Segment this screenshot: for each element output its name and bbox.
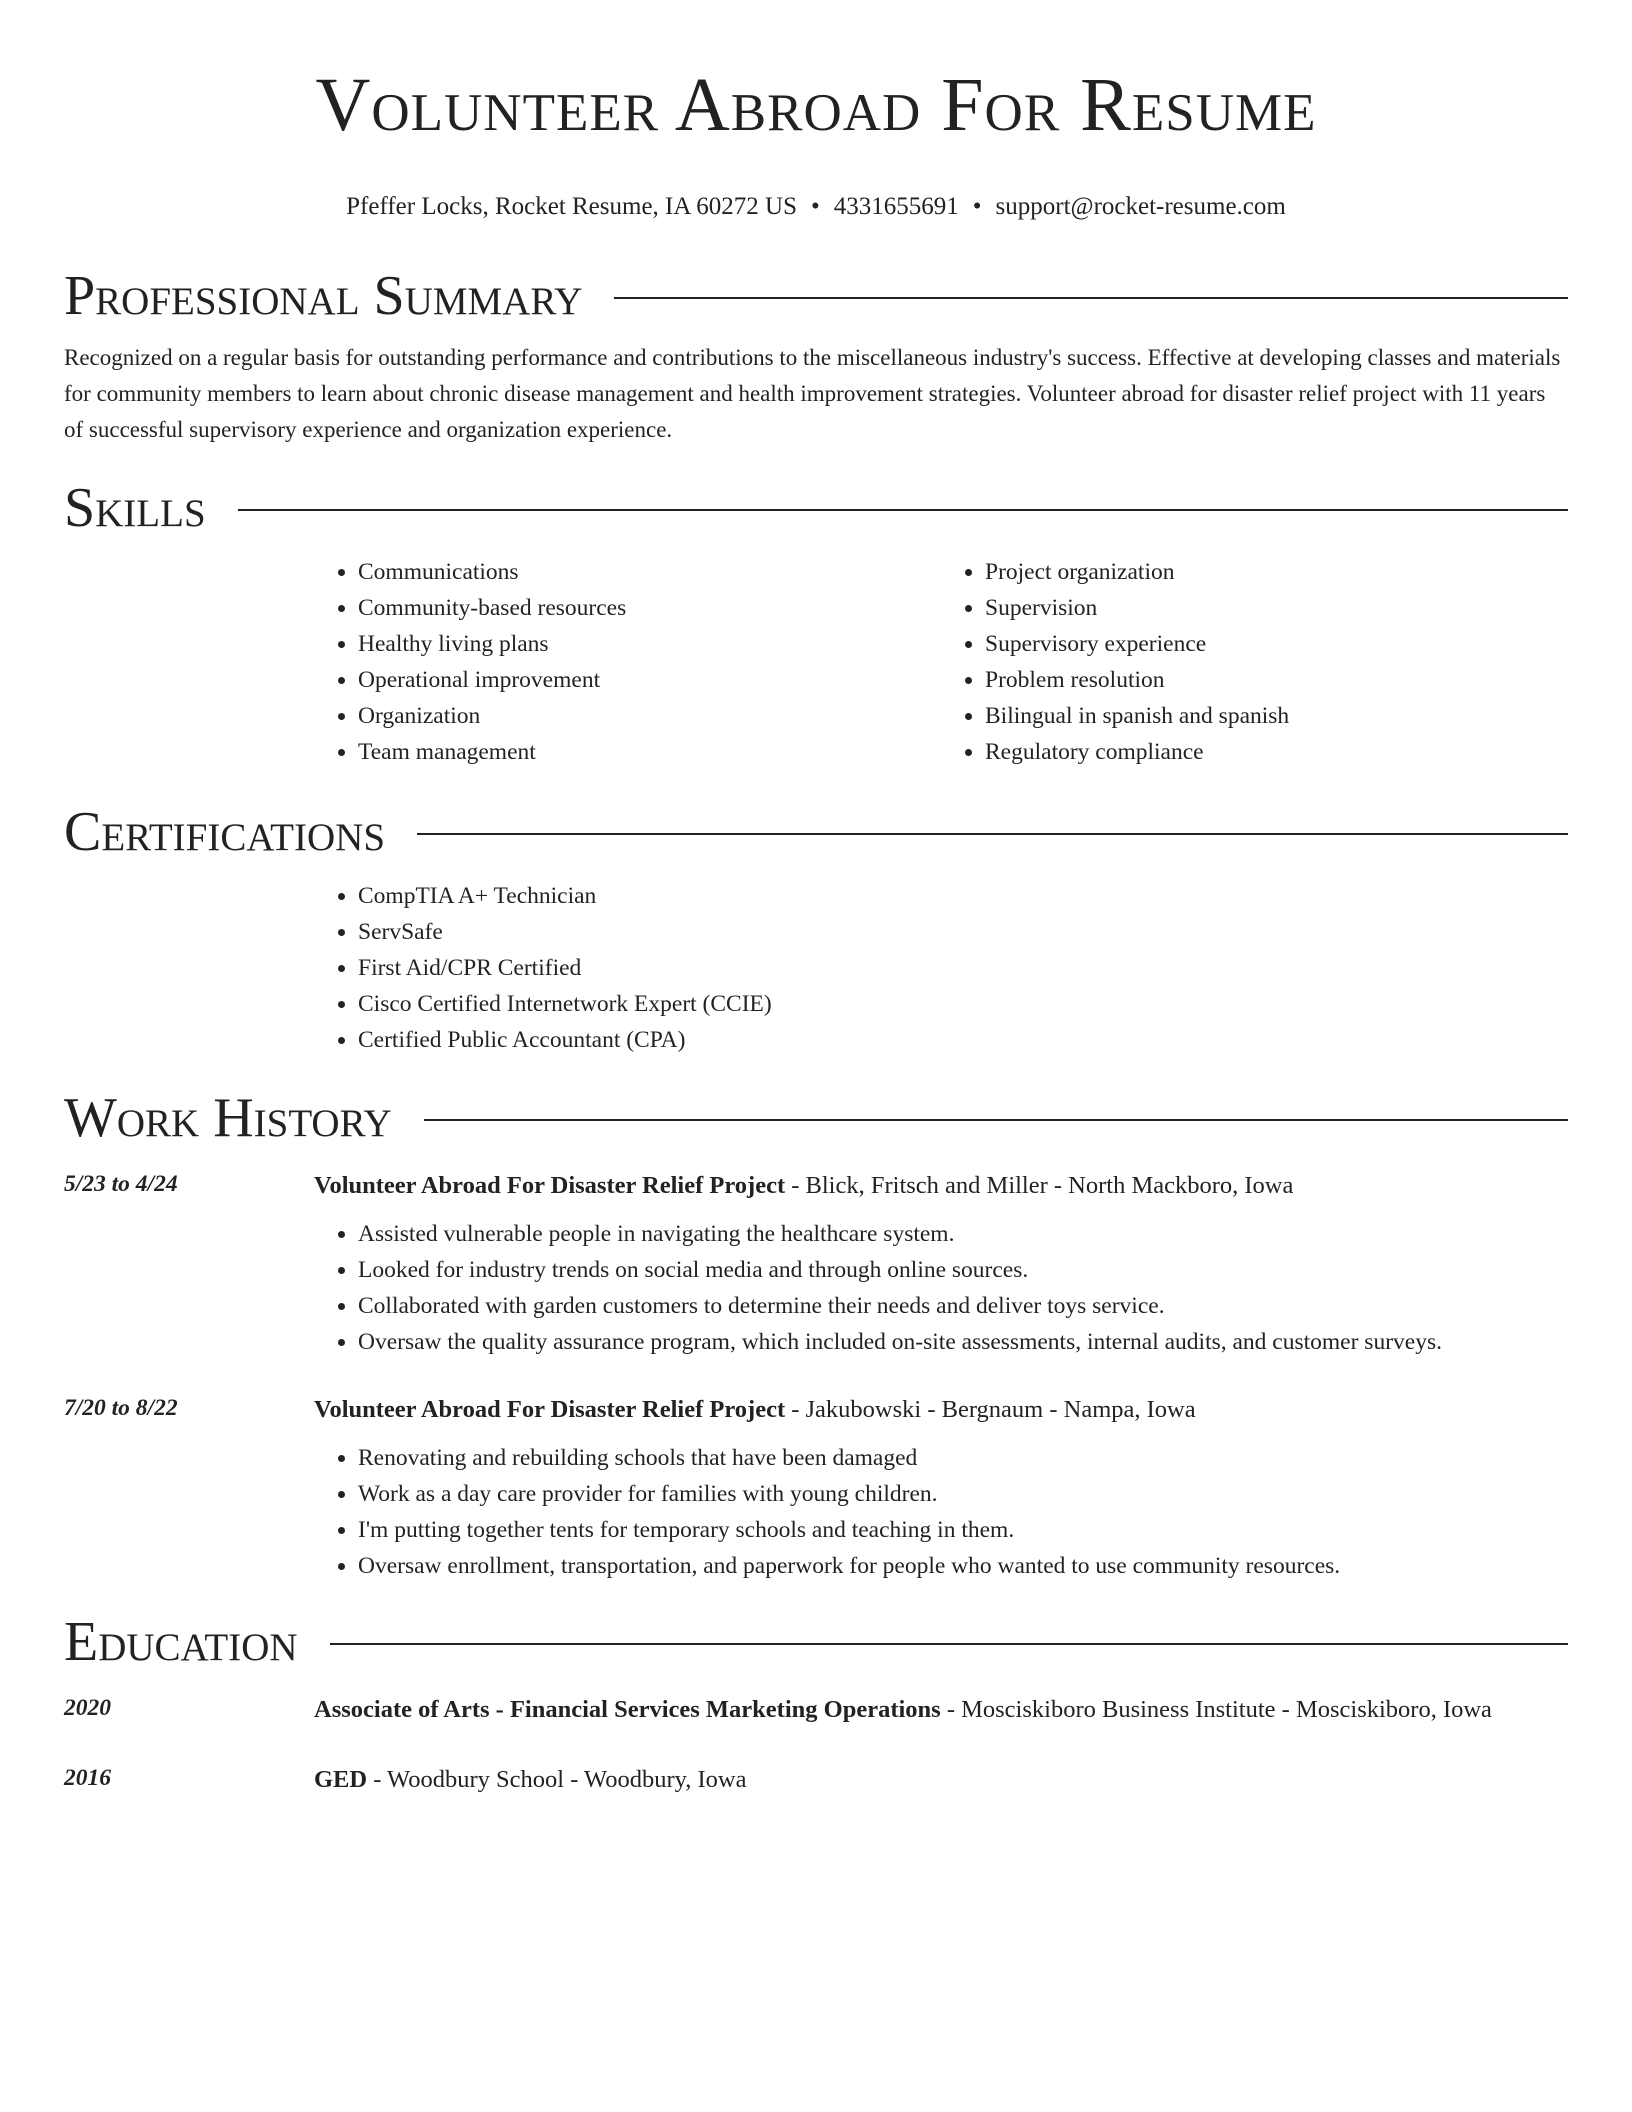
skill-item: • Bilingual in spanish and spanish: [985, 698, 1568, 734]
education-entry: [64, 1760, 1568, 1800]
certification-item: • First Aid/CPR Certified: [358, 950, 1568, 986]
education-line: [314, 1760, 1568, 1800]
contact-line: [64, 192, 1568, 222]
skill-item: • Community-based resources: [358, 590, 941, 626]
job-details: - Blick, Fritsch and Miller - North Mackboro, Iowa: [785, 1172, 1294, 1199]
certification-item: • Certified Public Accountant (CPA): [358, 1022, 1568, 1058]
work-history-header: [64, 1086, 1568, 1150]
certification-item: • Cisco Certified Internetwork Expert (CCIE): [358, 986, 1568, 1022]
contact-email: support@rocket-resume.com: [995, 193, 1286, 220]
skills-list-left: [314, 554, 941, 770]
job-role: Volunteer Abroad For Disaster Relief Project: [314, 1396, 786, 1423]
contact-address: Pfeffer Locks, Rocket Resume, IA 60272 US: [346, 193, 798, 220]
summary-section: [64, 264, 1568, 448]
skills-columns: [314, 554, 1568, 770]
job-role: Volunteer Abroad For Disaster Relief Project: [314, 1172, 786, 1199]
certification-item: • CompTIA A+ Technician: [358, 878, 1568, 914]
summary-header: [64, 264, 1568, 328]
job-entry: [64, 1166, 1568, 1360]
skill-item: • Team management: [358, 734, 941, 770]
section-divider: [424, 1119, 1568, 1121]
education-degree: Associate of Arts - Financial Services Marketing Operations: [314, 1696, 941, 1723]
job-bullet: • Collaborated with garden customers to determine their needs and deliver toys service.: [358, 1288, 1568, 1324]
contact-phone: 4331655691: [833, 193, 959, 220]
job-date: 5/23 to 4/24: [64, 1171, 178, 1197]
education-date: 2016: [64, 1765, 111, 1791]
work-history-section: [64, 1086, 1568, 1584]
section-divider: [330, 1643, 1568, 1645]
section-divider: [238, 509, 1568, 511]
job-bullet: • Looked for industry trends on social media and through online sources.: [358, 1252, 1568, 1288]
job-bullet: • Renovating and rebuilding schools that have been damaged: [358, 1440, 1568, 1476]
summary-text: Recognized on a regular basis for outstanding performance and contributions to the miscellaneous industry's success. Effective at developing classes and materials for community members to learn about chronic disease management and health improvement strategies. Volunteer abroad for disaster relief project with 11 years of successful supervisory experience and organization experience.: [64, 345, 1561, 442]
education-header: [64, 1610, 1568, 1674]
certifications-header: [64, 800, 1568, 864]
job-body: [314, 1166, 1568, 1360]
education-section: [64, 1610, 1568, 1800]
certification-item: • ServSafe: [358, 914, 1568, 950]
section-divider: [417, 833, 1568, 835]
summary-title: Professional Summary: [64, 265, 583, 327]
skills-list-right: [941, 554, 1568, 770]
job-body: [314, 1390, 1568, 1584]
certifications-section: [64, 800, 1568, 1058]
skill-item: • Project organization: [985, 554, 1568, 590]
education-line: [314, 1690, 1568, 1730]
skill-item: • Regulatory compliance: [985, 734, 1568, 770]
education-title: Education: [64, 1611, 298, 1673]
skills-section: [64, 476, 1568, 770]
skill-item: • Organization: [358, 698, 941, 734]
job-bullets: [314, 1216, 1568, 1360]
work-history-title: Work History: [64, 1087, 392, 1149]
job-bullet: • Oversaw the quality assurance program, which included on-site assessments, internal audits, and customer surveys.: [358, 1324, 1568, 1360]
skills-header: [64, 476, 1568, 540]
education-entry: [64, 1690, 1568, 1730]
contact-separator: •: [811, 193, 820, 220]
contact-separator: •: [972, 193, 982, 220]
education-date: 2020: [64, 1695, 111, 1721]
job-bullet: • Assisted vulnerable people in navigating the healthcare system.: [358, 1216, 1568, 1252]
job-title-line: [314, 1390, 1568, 1430]
skill-item: • Operational improvement: [358, 662, 941, 698]
education-degree: GED: [314, 1766, 368, 1793]
job-bullets: [314, 1440, 1568, 1584]
certifications-title: Certifications: [64, 801, 386, 863]
job-bullet: • Work as a day care provider for families with young children.: [358, 1476, 1568, 1512]
education-body: [314, 1690, 1568, 1730]
education-body: [314, 1760, 1568, 1800]
skill-item: • Healthy living plans: [358, 626, 941, 662]
resume-name: Volunteer Abroad For Resume: [315, 63, 1317, 147]
skill-item: • Supervision: [985, 590, 1568, 626]
skill-item: • Supervisory experience: [985, 626, 1568, 662]
skill-item: • Problem resolution: [985, 662, 1568, 698]
job-details: - Jakubowski - Bergnaum - Nampa, Iowa: [785, 1396, 1196, 1423]
job-date: 7/20 to 8/22: [64, 1395, 178, 1421]
job-bullet: • I'm putting together tents for temporary schools and teaching in them.: [358, 1512, 1568, 1548]
education-details: - Mosciskiboro Business Institute - Mosciskiboro, Iowa: [940, 1696, 1492, 1723]
job-bullet: • Oversaw enrollment, transportation, and paperwork for people who wanted to use community resources.: [358, 1548, 1568, 1584]
skills-title: Skills: [64, 477, 206, 539]
job-entry: [64, 1390, 1568, 1584]
section-divider: [614, 297, 1568, 299]
job-title-line: [314, 1166, 1568, 1206]
certifications-list: [314, 878, 1568, 1058]
skill-item: • Communications: [358, 554, 941, 590]
education-details: - Woodbury School - Woodbury, Iowa: [367, 1766, 747, 1793]
